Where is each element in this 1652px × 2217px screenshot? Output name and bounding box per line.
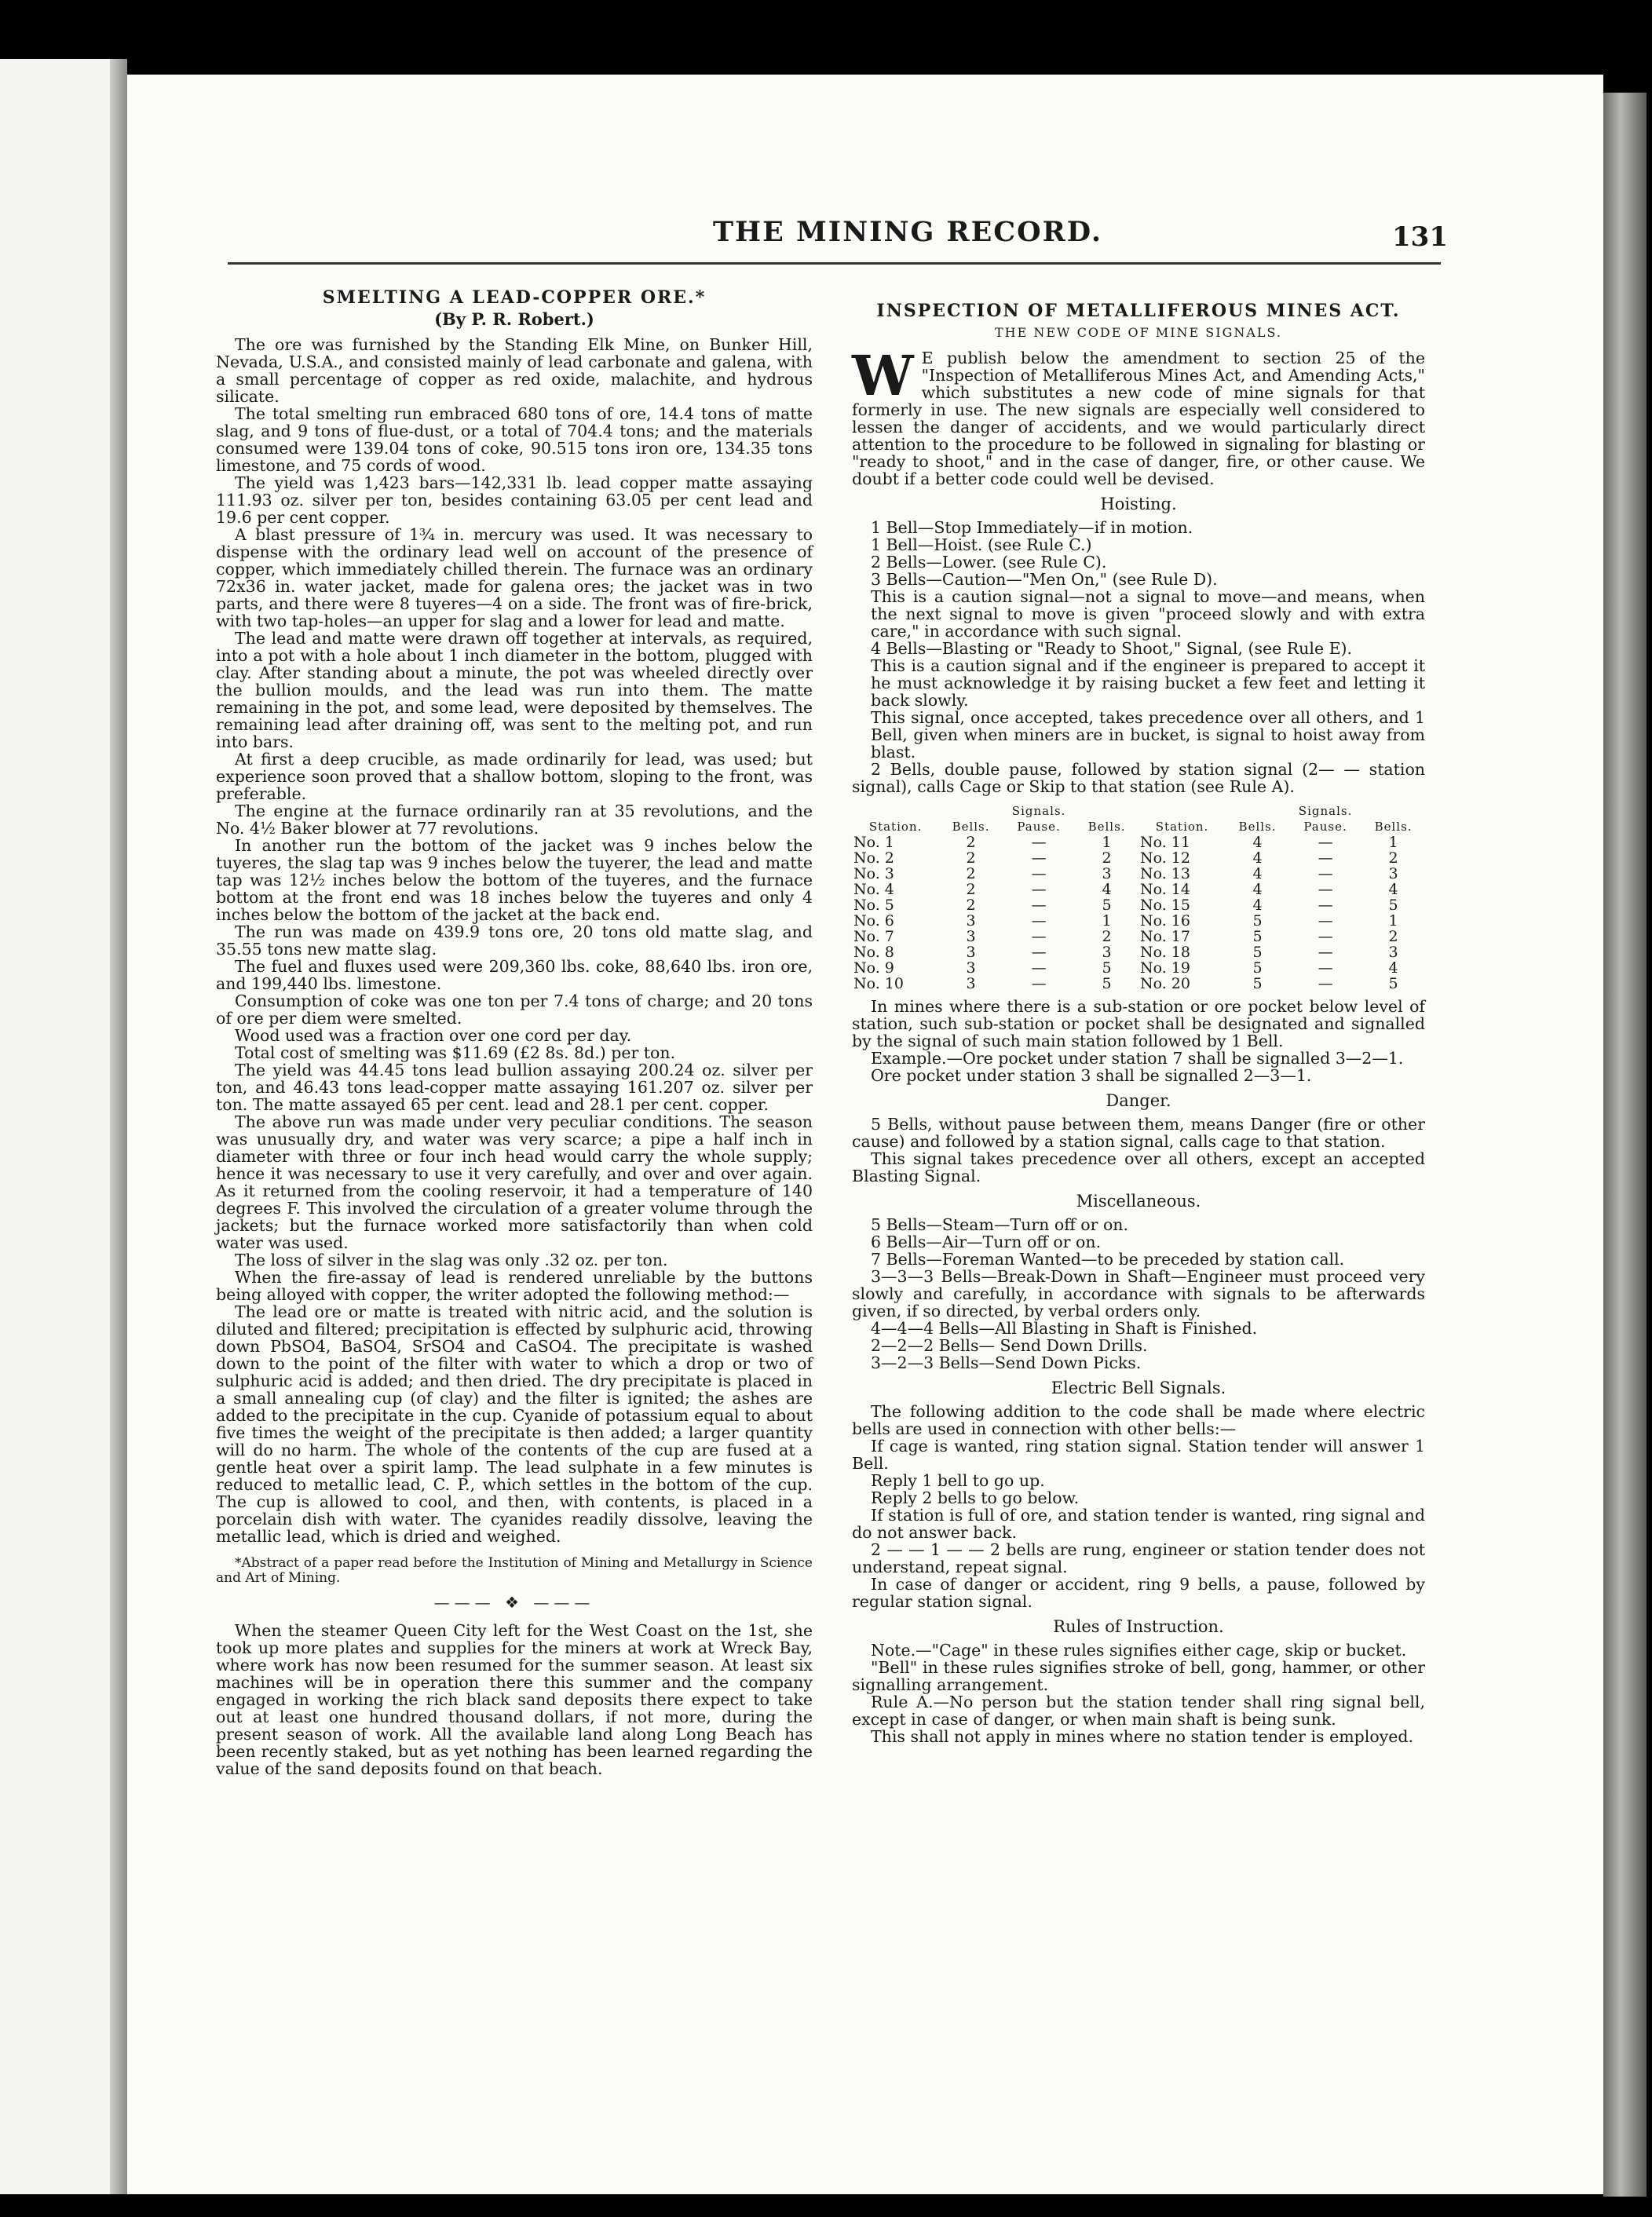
- signal-note: This signal, once accepted, takes precedence over all others, and 1 Bell, given when miners are in bucket, is signal to hoist away from blast.: [871, 708, 1425, 762]
- station-cell: No. 15: [1139, 897, 1190, 914]
- signal-cell: —: [1031, 897, 1047, 914]
- paragraph: Reply 2 bells to go below.: [871, 1488, 1080, 1507]
- signal-item: 7 Bells—Foreman Wanted—to be preceded by station call.: [871, 1250, 1345, 1269]
- signal-cell: —: [1318, 897, 1333, 914]
- signal-cell: 3: [966, 975, 976, 992]
- signal-cell: 1: [1388, 834, 1398, 851]
- station-signals-table: [852, 803, 1425, 992]
- signals-group-heading: Signals.: [1298, 804, 1353, 818]
- column-header: Bells.: [1238, 820, 1277, 834]
- header-rule: [228, 262, 1441, 265]
- column-header: Pause.: [1017, 820, 1061, 834]
- station-cell: No. 2: [853, 849, 894, 867]
- paragraph: At first a deep crucible, as made ordinarily for lead, was used; but experience soon proved that a shallow bottom, sloping to the front, was preferable.: [216, 750, 813, 803]
- table-row: [852, 835, 1425, 850]
- signal-item: 4—4—4 Bells—All Blasting in Shaft is Finished.: [871, 1319, 1258, 1338]
- signal-cell: —: [1318, 975, 1333, 992]
- signal-cell: —: [1031, 849, 1047, 867]
- table-row: [852, 944, 1425, 960]
- station-cell: No. 14: [1139, 881, 1190, 898]
- signal-cell: —: [1031, 912, 1047, 930]
- column-header: Bells.: [1374, 820, 1413, 834]
- section-heading-miscellaneous: Miscellaneous.: [1076, 1192, 1201, 1211]
- signal-cell: 3: [1102, 865, 1112, 882]
- station-cell: No. 17: [1139, 928, 1190, 945]
- article-title: INSPECTION OF METALLIFEROUS MINES ACT.: [876, 301, 1401, 321]
- station-cell: No. 4: [853, 881, 894, 898]
- table-row: [852, 866, 1425, 882]
- signal-cell: 4: [1252, 849, 1263, 867]
- table-group-header-row: [852, 803, 1425, 819]
- column-header: Bells.: [952, 820, 990, 834]
- signal-cell: 2: [1388, 849, 1398, 867]
- signal-cell: 2: [966, 849, 976, 867]
- station-cell: No. 12: [1139, 849, 1190, 867]
- drop-cap: W: [852, 343, 914, 408]
- paragraph: Example.—Ore pocket under station 7 shall be signalled 3—2—1.: [871, 1049, 1404, 1068]
- signals-table-body: [852, 835, 1425, 992]
- paragraph: In mines where there is a sub-station or ore pocket below level of station, such sub-station or pocket shall be designated and signalled by the signal of such main station followed by 1 Bell.: [852, 997, 1425, 1050]
- running-head: THE MINING RECORD.: [713, 216, 1103, 248]
- paragraph: The yield was 44.45 tons lead bullion assaying 200.24 oz. silver per ton, and 46.43 tons lead-copper matte assaying 161.207 oz. silver per ton. The matte assayed 65 per cent. lead and 28.1 per cent. copper.: [216, 1061, 813, 1114]
- paragraph: Wood used was a fraction over one cord per day.: [235, 1026, 632, 1045]
- column-header: Bells.: [1087, 820, 1126, 834]
- signal-item: 3—3—3 Bells—Break-Down in Shaft—Engineer must proceed very slowly and carefully, in accordance with signals to be afterwards given, if so directed, by verbal orders only.: [852, 1267, 1425, 1320]
- paragraph: Consumption of coke was one ton per 7.4 tons of charge; and 20 tons of ore per diem were smelted.: [216, 992, 813, 1028]
- signal-cell: 4: [1388, 959, 1398, 977]
- signal-note: This is a caution signal and if the engineer is prepared to accept it he must acknowledge it by raising bucket a few feet and letting it back slowly.: [871, 656, 1425, 710]
- paragraph: Note.—"Cage" in these rules signifies either cage, skip or bucket.: [871, 1641, 1407, 1660]
- signal-cell: —: [1318, 912, 1333, 930]
- signal-cell: 2: [966, 834, 976, 851]
- station-cell: No. 20: [1139, 975, 1190, 992]
- station-cell: No. 19: [1139, 959, 1190, 977]
- signal-cell: —: [1031, 944, 1047, 961]
- station-cell: No. 6: [853, 912, 894, 930]
- signal-item: 5 Bells—Steam—Turn off or on.: [871, 1215, 1128, 1234]
- paragraph: The run was made on 439.9 tons ore, 20 tons old matte slag, and 35.55 tons new matte slag.: [216, 922, 813, 959]
- signal-cell: —: [1318, 865, 1333, 882]
- signal-cell: —: [1318, 959, 1333, 977]
- article-subtitle: THE NEW CODE OF MINE SIGNALS.: [994, 325, 1283, 340]
- paragraph: In case of danger or accident, ring 9 bells, a pause, followed by regular station signal.: [852, 1575, 1425, 1611]
- station-cell: No. 11: [1139, 834, 1190, 851]
- signal-item: 3 Bells—Caution—"Men On," (see Rule D).: [871, 570, 1218, 589]
- station-cell: No. 8: [853, 944, 894, 961]
- paragraph: The engine at the furnace ordinarily ran at 35 revolutions, and the No. 4½ Baker blower at 77 revolutions.: [216, 802, 813, 838]
- signal-cell: 1: [1388, 912, 1398, 930]
- paragraph: 2 — — 1 — — 2 bells are rung, engineer or station tender does not understand, repeat signal.: [852, 1540, 1425, 1576]
- table-row: [852, 850, 1425, 866]
- signal-cell: 1: [1102, 912, 1112, 930]
- paragraph: Reply 1 bell to go up.: [871, 1471, 1045, 1490]
- paragraph: This signal takes precedence over all others, except an accepted Blasting Signal.: [852, 1149, 1425, 1185]
- paragraph: If cage is wanted, ring station signal. Station tender will answer 1 Bell.: [852, 1437, 1425, 1473]
- paragraph: "Bell" in these rules signifies stroke of bell, gong, hammer, or other signalling arrangement.: [852, 1658, 1425, 1694]
- signal-item: 4 Bells—Blasting or "Ready to Shoot," Signal, (see Rule E).: [871, 639, 1353, 658]
- table-row: [852, 897, 1425, 913]
- station-cell: No. 3: [853, 865, 894, 882]
- signal-cell: —: [1031, 834, 1047, 851]
- signal-item: 2—2—2 Bells— Send Down Drills.: [871, 1336, 1148, 1355]
- signal-cell: —: [1031, 881, 1047, 898]
- table-row: [852, 929, 1425, 944]
- table-row: [852, 960, 1425, 976]
- signal-cell: 2: [966, 865, 976, 882]
- signal-cell: —: [1031, 865, 1047, 882]
- article-title: SMELTING A LEAD-COPPER ORE.*: [322, 287, 707, 308]
- book-gutter: [110, 59, 127, 2194]
- paragraph: The ore was furnished by the Standing Elk Mine, on Bunker Hill, Nevada, U.S.A., and consisted mainly of lead carbonate and galena, with a small percentage of copper as red oxide, malachite, and hydrous silicate.: [216, 335, 813, 406]
- left-column: [216, 289, 813, 1777]
- station-cell: No. 13: [1139, 865, 1190, 882]
- signal-cell: —: [1318, 834, 1333, 851]
- signal-note: This is a caution signal—not a signal to move—and means, when the next signal to move is given "proceed slowly and with extra care," in accordance with such signal.: [871, 587, 1425, 641]
- signal-cell: 5: [1102, 959, 1112, 977]
- paragraph: The loss of silver in the slag was only .32 oz. per ton.: [235, 1251, 668, 1269]
- paragraph: The fuel and fluxes used were 209,360 lbs. coke, 88,640 lbs. iron ore, and 199,440 lbs. limestone.: [216, 957, 813, 993]
- paragraph: If station is full of ore, and station tender is wanted, ring signal and do not answer back.: [852, 1506, 1425, 1542]
- signal-cell: 5: [1252, 912, 1263, 930]
- column-header: Station.: [868, 820, 923, 834]
- signal-cell: —: [1031, 975, 1047, 992]
- footnote: *Abstract of a paper read before the Institution of Mining and Metallurgy in Science and Art of Mining.: [216, 1555, 813, 1586]
- signals-group-heading: Signals.: [1011, 804, 1066, 818]
- signal-cell: 5: [1252, 975, 1263, 992]
- station-cell: No. 5: [853, 897, 894, 914]
- signal-cell: 1: [1102, 834, 1112, 851]
- table-row: [852, 882, 1425, 897]
- station-cell: No. 18: [1139, 944, 1190, 961]
- ornament-divider: ——— ❖ ———: [433, 1593, 595, 1612]
- signal-cell: 5: [1388, 975, 1398, 992]
- paragraph: The total smelting run embraced 680 tons of ore, 14.4 tons of matte slag, and 9 tons of flue-dust, or a total of 704.4 tons; and the materials consumed were 139.04 tons of coke, 90.515 tons iron ore, 134.35 tons limestone, and 75 cords of wood.: [216, 404, 813, 475]
- signal-cell: 3: [966, 944, 976, 961]
- page-number: 131: [1392, 221, 1448, 253]
- signal-item: 3—2—3 Bells—Send Down Picks.: [871, 1353, 1142, 1372]
- signal-cell: 4: [1252, 834, 1263, 851]
- signal-cell: —: [1031, 928, 1047, 945]
- signal-cell: 3: [966, 928, 976, 945]
- section-heading-electric-bell: Electric Bell Signals.: [1051, 1379, 1226, 1397]
- signal-cell: 3: [1388, 944, 1398, 961]
- table-header-row: [852, 819, 1425, 835]
- paragraph: The lead ore or matte is treated with nitric acid, and the solution is diluted and filtered; precipitation is effected by sulphuric acid, throwing down PbSO4, BaSO4, SrSO4 and CaSO4. The precipitate is washed down to the point of the filter with water to which a drop or two of sulphuric acid is added; and then dried. The dry precipitate is placed in a small annealing cup (of clay) and the filter is ignited; the ashes are added to the precipitate in the cup. Cyanide of potassium equal to about five times the weight of the precipitate is then added; a larger quantity will do no harm. The whole of the contents of the cup are fused at a gentle heat over a spirit lamp. The lead sulphate in a few minutes is reduced to metallic lead, C. P., which settles in the bottom of the cup. The cup is allowed to cool, and then, with contents, is placed in a porcelain dish with water. The cyanides readily dissolve, leaving the metallic lead, which is dried and weighed.: [216, 1302, 813, 1546]
- signal-cell: —: [1318, 928, 1333, 945]
- signal-cell: 4: [1388, 881, 1398, 898]
- right-column: [852, 302, 1425, 1745]
- left-page-edge: [0, 59, 118, 2194]
- signal-cell: —: [1318, 881, 1333, 898]
- signal-cell: 4: [1252, 897, 1263, 914]
- station-cell: No. 9: [853, 959, 894, 977]
- intro-text: E publish below the amendment to section 25 of the "Inspection of Metalliferous Mines Act, and Amending Acts," which substitutes a new code of mine signals for that formerly in use. The new signals are especially well considered to lessen the danger of accidents, and we would particularly direct attention to the procedure to be followed in signaling for blasting or "ready to shoot," and in the case of danger, fire, or other cause. We doubt if a better code could well be devised.: [852, 349, 1425, 488]
- paragraph: In another run the bottom of the jacket was 9 inches below the tuyeres, the slag tap was 9 inches below the tuyerer, the lead and matte tap was 12½ inches below the bottom of the tuyeres, and the furnace bottom at the front end was 18 inches below the tuyeres and only 4 inches below the bottom of the jacket at the back end.: [216, 836, 813, 924]
- right-page-edge: [1603, 93, 1647, 2197]
- paragraph: The yield was 1,423 bars—142,331 lb. lead copper matte assaying 111.93 oz. silver per ton, besides containing 63.05 per cent lead and 19.6 per cent copper.: [216, 473, 813, 527]
- signal-cell: 4: [1102, 881, 1112, 898]
- signal-item: 6 Bells—Air—Turn off or on.: [871, 1233, 1102, 1251]
- signal-cell: 3: [1388, 865, 1398, 882]
- section-heading-hoisting: Hoisting.: [1100, 495, 1177, 513]
- signal-item: 2 Bells, double pause, followed by station signal (2— — station signal), calls Cage or Skip to that station (see Rule A).: [852, 760, 1425, 796]
- signal-cell: 5: [1388, 897, 1398, 914]
- signal-cell: —: [1318, 944, 1333, 961]
- paragraph: Rule A.—No person but the station tender shall ring signal bell, except in case of danger, or when main shaft is being sunk.: [852, 1693, 1425, 1729]
- signal-cell: 4: [1252, 865, 1263, 882]
- section-heading-danger: Danger.: [1106, 1091, 1171, 1110]
- paragraph: The lead and matte were drawn off together at intervals, as required, into a pot with a hole about 1 inch diameter in the bottom, plugged with clay. After standing about a minute, the pot was wheeled directly over the bullion moulds, and the lead was run into them. The matte remaining in the pot, and some lead, were deposited by themselves. The remaining lead after draining off, was sent to the melting pot, and run into bars.: [216, 629, 813, 751]
- signal-cell: 2: [1388, 928, 1398, 945]
- signal-cell: 2: [1102, 849, 1112, 867]
- paragraph: When the fire-assay of lead is rendered unreliable by the buttons being alloyed with copper, the writer adopted the following method:—: [216, 1268, 813, 1304]
- signal-cell: 5: [1252, 928, 1263, 945]
- signal-cell: 3: [966, 912, 976, 930]
- signal-cell: 5: [1102, 897, 1112, 914]
- signal-item: 2 Bells—Lower. (see Rule C).: [871, 553, 1107, 572]
- signal-cell: 2: [966, 881, 976, 898]
- paragraph: A blast pressure of 1¾ in. mercury was used. It was necessary to dispense with the ordinary lead well on account of the presence of copper, which immediately chilled therein. The furnace was an ordinary 72x36 in. water jacket, made for galena ores; the jacket was in two parts, and there were 8 tuyeres—4 on a side. The front was of fire-brick, with two tap-holes—an upper for slag and a lower for lead and matte.: [216, 525, 813, 630]
- signal-cell: —: [1318, 849, 1333, 867]
- signal-cell: 3: [1102, 944, 1112, 961]
- intro-paragraph: [852, 343, 1425, 488]
- signal-cell: —: [1031, 959, 1047, 977]
- signal-cell: 2: [1102, 928, 1112, 945]
- station-cell: No. 16: [1139, 912, 1190, 930]
- signal-cell: 5: [1102, 975, 1112, 992]
- section-heading-rules: Rules of Instruction.: [1053, 1617, 1224, 1636]
- paragraph: This shall not apply in mines where no station tender is employed.: [871, 1727, 1414, 1746]
- column-header: Station.: [1155, 820, 1209, 834]
- signal-cell: 4: [1252, 881, 1263, 898]
- signal-item: 1 Bell—Hoist. (see Rule C.): [871, 535, 1092, 554]
- signal-item: 1 Bell—Stop Immediately—if in motion.: [871, 518, 1193, 537]
- column-header: Pause.: [1303, 820, 1347, 834]
- paragraph: 5 Bells, without pause between them, means Danger (fire or other cause) and followed by a station signal, calls cage to that station.: [852, 1115, 1425, 1151]
- station-cell: No. 7: [853, 928, 894, 945]
- news-item: When the steamer Queen City left for the West Coast on the 1st, she took up more plates and supplies for the miners at work at Wreck Bay, where work has now been resumed for the summer season. At least six machines will be in operation there this summer and the company engaged in working the rich black sand deposits there expect to take out at least one hundred thousand dollars, if not more, during the present season of work. All the available land along Long Beach has been recently staked, but as yet nothing has been learned regarding the value of the sand deposits found on that beach.: [216, 1621, 813, 1778]
- signal-cell: 2: [966, 897, 976, 914]
- paragraph: The following addition to the code shall be made where electric bells are used in connection with other bells:—: [852, 1402, 1425, 1438]
- article-byline: (By P. R. Robert.): [434, 309, 594, 329]
- signal-cell: 5: [1252, 944, 1263, 961]
- station-cell: No. 1: [853, 834, 894, 851]
- paragraph: Ore pocket under station 3 shall be signalled 2—3—1.: [871, 1066, 1312, 1085]
- table-row: [852, 913, 1425, 929]
- paragraph: The above run was made under very peculiar conditions. The season was unusually dry, and water was very scarce; a pipe a half inch in diameter with three or four inch head would carry the whole supply; hence it was necessary to use it very carefully, and over and over again. As it returned from the cooling reservoir, it had a temperature of 140 degrees F. This involved the circulation of a greater volume through the jackets; but the furnace worked more satisfactorily than when cold water was used.: [216, 1112, 813, 1252]
- signal-cell: 3: [966, 959, 976, 977]
- station-cell: No. 10: [853, 975, 904, 992]
- paragraph: Total cost of smelting was $11.69 (£2 8s. 8d.) per ton.: [235, 1043, 676, 1062]
- table-row: [852, 976, 1425, 992]
- signal-cell: 5: [1252, 959, 1263, 977]
